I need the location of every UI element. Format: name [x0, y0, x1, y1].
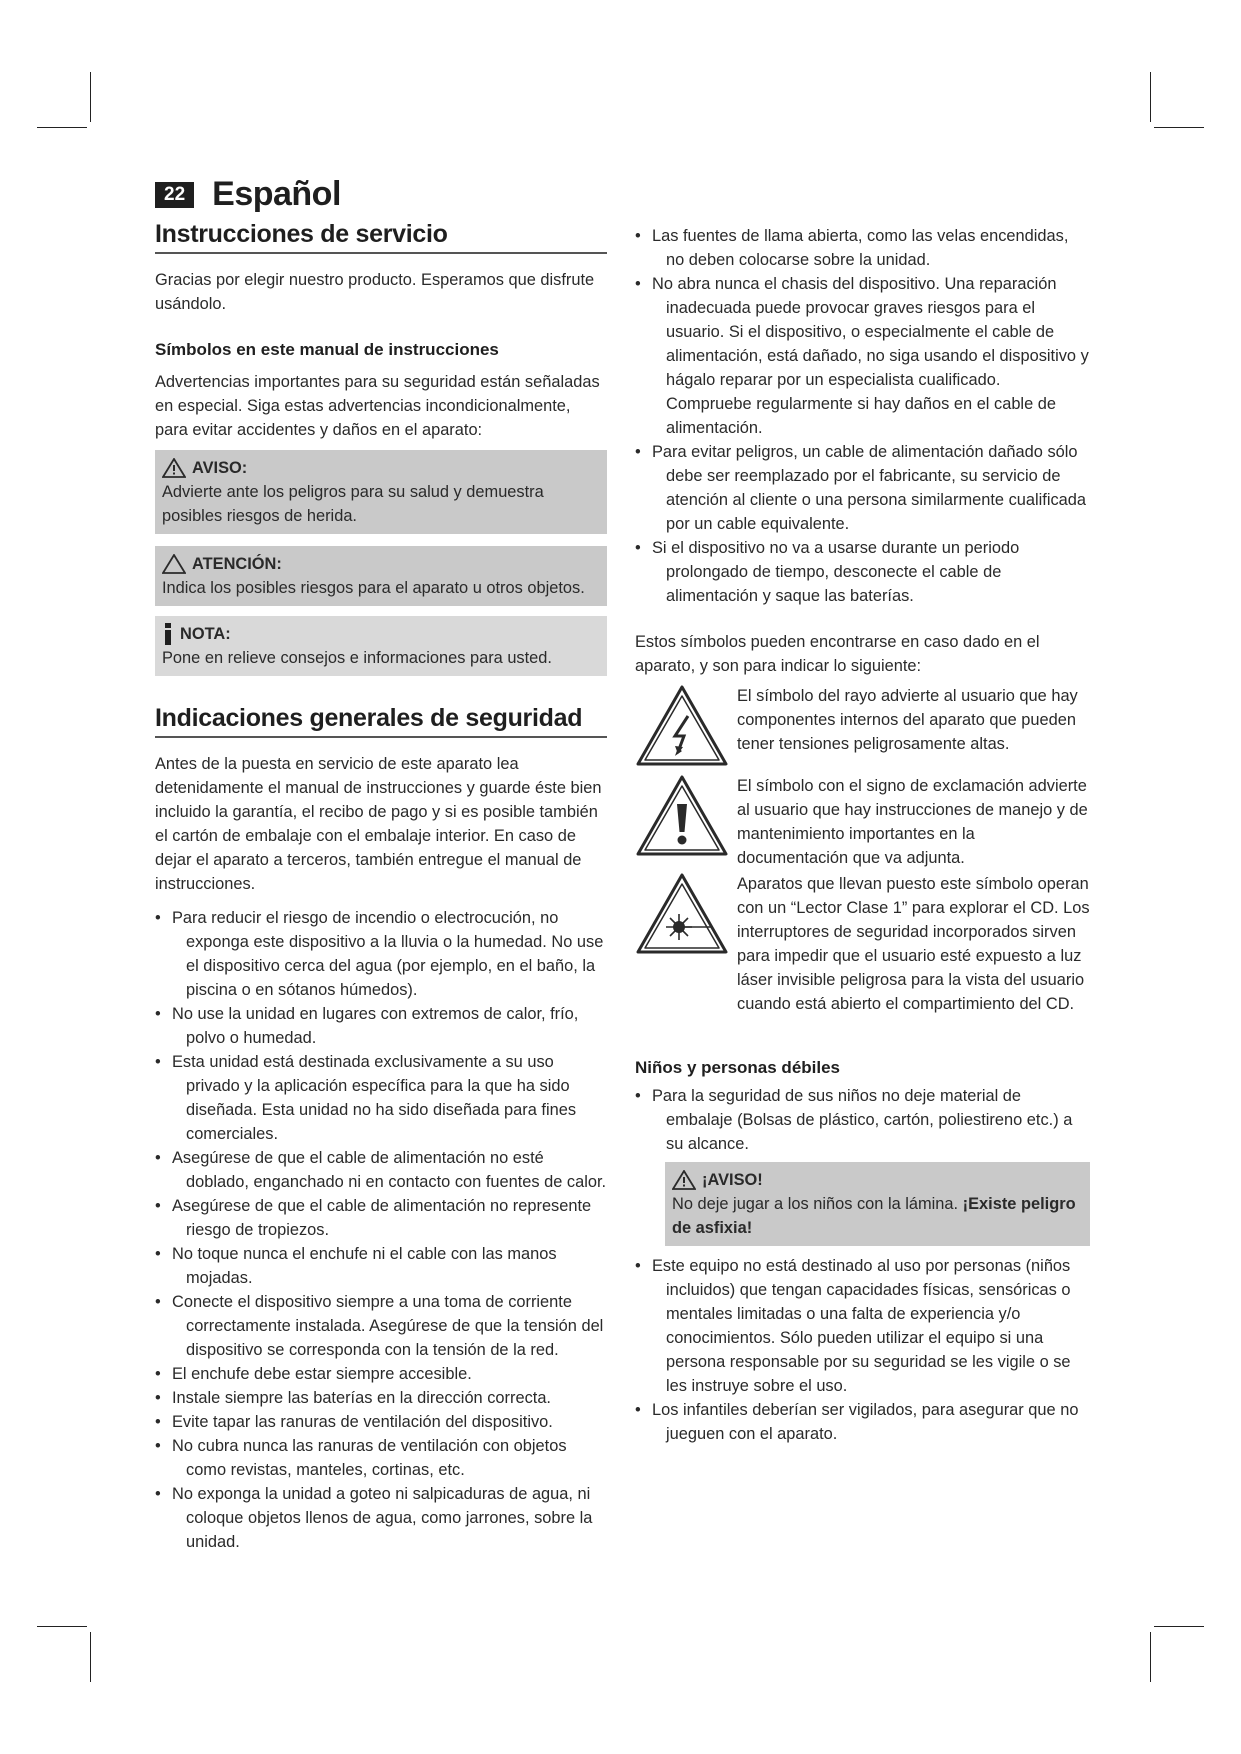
symbol-lightning [635, 684, 1090, 768]
intro-text: Gracias por elegir nuestro producto. Esperamos que disfrute usándolo. [155, 271, 595, 313]
list-item: • Conecte el dispositivo siempre a una toma de corriente correctamente instalada. Asegúrese de que la tensión del dispositivo se corresponda con la tensión de la red. [155, 1290, 607, 1362]
list-item: • No exponga la unidad a goteo ni salpicaduras de agua, ni coloque objetos llenos de agua, como jarrones, sobre la unidad. [155, 1482, 607, 1554]
left-column [155, 222, 607, 1554]
crop-mark [1154, 127, 1204, 128]
list-item: • Esta unidad está destinada exclusivamente a su uso privado y la aplicación específica para la que ha sido diseñada. Esta unidad no ha sido diseñada para fines comerciales. [155, 1050, 607, 1146]
list-item: • Las fuentes de llama abierta, como las velas encendidas, no deben colocarse sobre la unidad. [635, 224, 1090, 272]
children-list [635, 1084, 1090, 1156]
atencion-notice [155, 546, 607, 606]
right-column [635, 224, 1090, 1446]
list-item: • No cubra nunca las ranuras de ventilación con objetos como revistas, manteles, cortinas, etc. [155, 1434, 607, 1482]
aviso-notice [155, 450, 607, 534]
list-item: • El enchufe debe estar siempre accesible. [155, 1362, 607, 1386]
safety-intro: Antes de la puesta en servicio de este aparato lea detenidamente el manual de instrucciones y guarde éste bien incluido la garantía, el recibo de pago y si es posible también el cartón de embalaje con el embalaje interior. En caso de dejar el aparato a terceros, también entregue el manual de instrucciones. [155, 755, 602, 893]
symbol-laser [635, 872, 1090, 1016]
symbol-text: El símbolo con el signo de exclamación advierte al usuario que hay instrucciones de manejo y de mantenimiento importantes en la documentación que va adjunta. [737, 777, 1088, 867]
list-item: • Para evitar peligros, un cable de alimentación dañado sólo debe ser reemplazado por el fabricante, su servicio de atención al cliente o una persona similarmente cualificada por un cable equivalente. [635, 440, 1090, 536]
aviso-title: AVISO: [192, 459, 248, 477]
laser-warning-icon [635, 872, 729, 956]
safety-list [155, 906, 607, 1554]
atencion-text: Indica los posibles riesgos para el aparato u otros objetos. [162, 579, 585, 597]
aviso2-text: No deje jugar a los niños con la lámina. [672, 1195, 959, 1213]
crop-mark [1150, 72, 1151, 122]
symbol-exclamation [635, 774, 1090, 870]
exclamation-warning-icon [635, 774, 729, 858]
crop-mark [90, 1632, 91, 1682]
warning-triangle-icon [162, 458, 186, 478]
symbols-intro: Estos símbolos pueden encontrarse en caso dado en el aparato, y son para indicar lo siguiente: [635, 633, 1040, 675]
list-item: • Instale siempre las baterías en la dirección correcta. [155, 1386, 607, 1410]
children-heading: Niños y personas débiles [635, 1058, 841, 1077]
page-header [155, 175, 341, 214]
caution-triangle-icon [162, 554, 186, 574]
atencion-title: ATENCIÓN: [192, 555, 282, 573]
list-item: • Asegúrese de que el cable de alimentación no represente riesgo de tropiezos. [155, 1194, 607, 1242]
crop-mark [1150, 1632, 1151, 1682]
crop-mark [90, 72, 91, 122]
symbols-text: Advertencias importantes para su seguridad están señaladas en especial. Siga estas advertencias incondicionalmente, para evitar accidentes y daños en el aparato: [155, 373, 600, 439]
nota-notice [155, 616, 607, 676]
list-item: • No abra nunca el chasis del dispositivo. Una reparación inadecuada puede provocar graves riesgos para el usuario. Si el dispositivo, o especialmente el cable de alimentación, está dañado, no siga usando el dispositivo y hágalo reparar por un especialista cualificado. Compruebe regularmente si hay daños en el cable de alimentación. [635, 272, 1090, 440]
list-item: • Para la seguridad de sus niños no deje material de embalaje (Bolsas de plástico, cartón, poliestireno etc.) a su alcance. [635, 1084, 1090, 1156]
aviso-children-notice [665, 1162, 1090, 1246]
symbols-heading: Símbolos en este manual de instrucciones [155, 340, 499, 359]
lightning-warning-icon [635, 684, 729, 768]
warning-triangle-icon [672, 1170, 696, 1190]
list-item: • No toque nunca el enchufe ni el cable con las manos mojadas. [155, 1242, 607, 1290]
info-icon [162, 623, 174, 645]
section-title-safety: Indicaciones generales de seguridad [155, 706, 607, 738]
crop-mark [1154, 1626, 1204, 1627]
nota-title: NOTA: [180, 625, 231, 643]
list-item: • Para reducir el riesgo de incendio o electrocución, no exponga este dispositivo a la lluvia o la humedad. No use el dispositivo cerca del agua (por ejemplo, en el baño, la piscina o en sótanos húmedos). [155, 906, 607, 1002]
list-item: • Este equipo no está destinado al uso por personas (niños incluidos) que tengan capacidades físicas, sensóricas o mentales limitadas o una falta de experiencia y/o conocimientos. Sólo pueden utilizar el equipo si una persona responsable por su seguridad se les vigile o se les instruye sobre el uso. [635, 1254, 1090, 1398]
symbol-text: El símbolo del rayo advierte al usuario que hay componentes internos del aparato que pueden tener tensiones peligrosamente altas. [737, 687, 1078, 753]
crop-mark [37, 127, 87, 128]
aviso2-title: ¡AVISO! [702, 1171, 763, 1189]
list-item: • Si el dispositivo no va a usarse durante un periodo prolongado de tiempo, desconecte el cable de alimentación y saque las baterías. [635, 536, 1090, 608]
list-item: • No use la unidad en lugares con extremos de calor, frío, polvo o humedad. [155, 1002, 607, 1050]
language-title: Español [212, 175, 341, 213]
aviso-text: Advierte ante los peligros para su salud y demuestra posibles riesgos de herida. [162, 483, 544, 525]
list-item: • Evite tapar las ranuras de ventilación del dispositivo. [155, 1410, 607, 1434]
crop-mark [37, 1626, 87, 1627]
list-item: • Asegúrese de que el cable de alimentación no esté doblado, enganchado ni en contacto con fuentes de calor. [155, 1146, 607, 1194]
page-number: 22 [155, 182, 194, 208]
nota-text: Pone en relieve consejos e informaciones para usted. [162, 649, 552, 667]
safety-list-continued [635, 224, 1090, 608]
symbol-text: Aparatos que llevan puesto este símbolo operan con un “Lector Clase 1” para explorar el CD. Los interruptores de seguridad incorporados sirven para impedir que el usuario esté expuesto a luz láser invisible peligrosa para la vista del usuario cuando está abierto el compartimiento del CD. [737, 875, 1090, 1013]
aviso2-bold-text: ¡Existe peligro de asfixia! [672, 1195, 1076, 1237]
list-item: • Los infantiles deberían ser vigilados, para asegurar que no jueguen con el aparato. [635, 1398, 1090, 1446]
children-list-continued [635, 1254, 1090, 1446]
section-title-instructions: Instrucciones de servicio [155, 222, 607, 254]
